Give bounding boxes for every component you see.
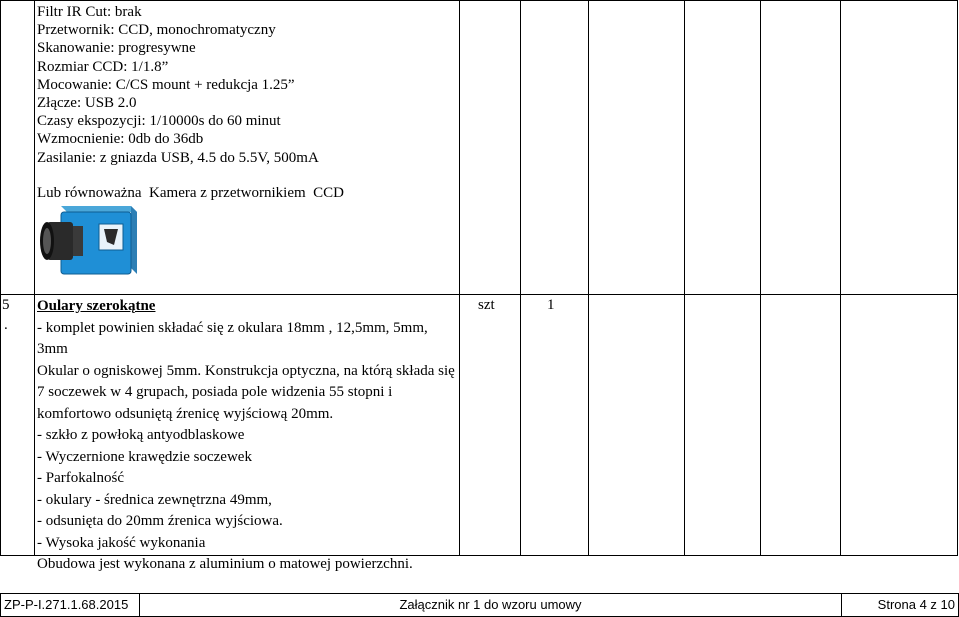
spec-line: Skanowanie: progresywne (37, 40, 196, 57)
item-line: - Wysoka jakość wykonania (37, 534, 206, 551)
column-divider-5 (684, 0, 685, 556)
footer-page-number: Strona 4 z 10 (877, 597, 955, 612)
spec-line: Filtr IR Cut: brak (37, 4, 142, 20)
spec-line: Przetwornik: CCD, monochromatyczny (37, 22, 276, 39)
camera-spec-list (37, 3, 459, 167)
ccd-camera-image (37, 204, 143, 278)
footer-cell-center (139, 593, 842, 617)
footer-attachment-title: Załącznik nr 1 do wzoru umowy (399, 597, 582, 612)
item-line: - szkło z powłoką antyodblaskowe (37, 427, 245, 443)
spec-line: Mocowanie: C/CS mount + redukcja 1.25” (37, 76, 295, 93)
item-description (37, 296, 459, 576)
table-border-left (0, 0, 1, 556)
item-number-dot: . (4, 317, 8, 333)
column-divider-3 (520, 0, 521, 556)
row-divider (0, 294, 958, 295)
table-border-right (957, 0, 958, 556)
item-line: - komplet powinien składać się z okulara 18mm , 12,5mm, 5mm, 3mm (37, 319, 428, 357)
column-divider-7 (840, 0, 841, 556)
item-title: Oulary szerokątne (37, 298, 156, 314)
item-line: - Wyczernione krawędzie soczewek (37, 448, 252, 465)
spec-line: Wzmocnienie: 0db do 36db (37, 131, 204, 148)
column-divider-2 (459, 0, 460, 556)
camera-equivalent-note: Lub równoważna Kamera z przetwornikiem CCD (37, 185, 344, 201)
item-line: - odsunięta do 20mm źrenica wyjściowa. (37, 513, 283, 529)
item-quantity: 1 (547, 297, 555, 313)
item-line: - okulary - średnica zewnętrzna 49mm, (37, 491, 272, 508)
spec-line: Rozmiar CCD: 1/1.8” (37, 58, 169, 75)
spec-line: Złącze: USB 2.0 (37, 94, 137, 111)
footer-cell-left (0, 593, 140, 617)
table-border-top (0, 0, 958, 1)
item-unit: szt (478, 297, 495, 313)
column-divider-4 (588, 0, 589, 556)
spec-line: Czasy ekspozycji: 1/10000s do 60 minut (37, 113, 281, 130)
item-number: 5 (2, 297, 10, 313)
spec-line: Zasilanie: z gniazda USB, 4.5 do 5.5V, 500mA (37, 149, 319, 166)
footer-cell-right (841, 593, 959, 617)
footer-document-ref: ZP-P-I.271.1.68.2015 (4, 597, 129, 612)
column-divider-6 (760, 0, 761, 556)
item-line: Obudowa jest wykonana z aluminium o matowej powierzchni. (37, 556, 413, 572)
column-divider-1 (34, 0, 35, 556)
item-line: Okular o ogniskowej 5mm. Konstrukcja optyczna, na którą składa się 7 soczewek w 4 grupach, posiada pole widzenia 55 stopni i komfortowo odsuniętą źrenicę wyjściową 20mm. (37, 362, 455, 422)
item-line: - Parfokalność (37, 470, 125, 486)
